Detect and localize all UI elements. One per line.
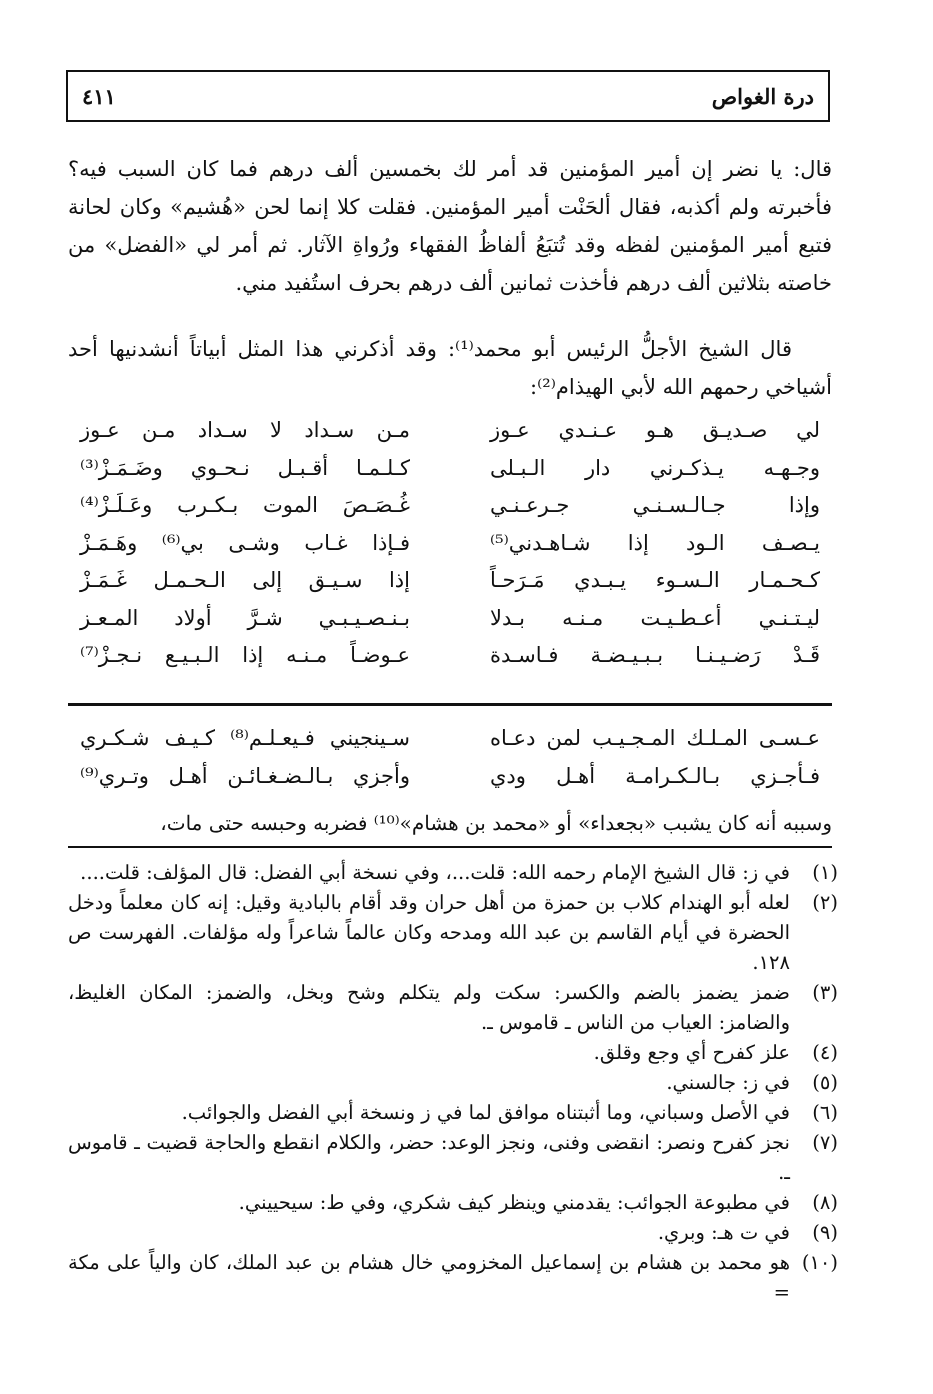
verse-row <box>80 456 820 494</box>
hemistich-right: وإذا جـالـسـنـي جـرعـنـي <box>490 493 820 517</box>
verse-row <box>80 493 820 531</box>
hemistich-left: وأجزي بـالـضـغـائـن أهـل وتـري⁽⁹⁾ <box>80 763 410 788</box>
footnote-text: لعله أبو الهندام كلاب بن حمزة من أهل حران وقد أقام بالبادية وقيل: إنه كان معلماً ودخل الحضرة في أيام القاسم بن عبد الله ومدحه وكان عالماً شاعراً وله مؤلفات. الفهرست ص ١٢٨. <box>68 891 790 974</box>
footnote-number: (٩) <box>812 1221 838 1244</box>
footnote-number: (٢) <box>812 891 838 914</box>
hemistich-left: كـلـمـا أقـبـل نـحـوي وضَـمَـزْ⁽³⁾ <box>80 455 410 480</box>
footnote-text: هو محمد بن هشام بن إسماعيل المخزومي خال هشام بن عبد الملك، كان والياً على مكة = <box>68 1251 790 1304</box>
footnote-number: (٨) <box>812 1191 838 1214</box>
footnote <box>68 858 838 888</box>
hemistich-right: قَـدْ رَضـيـنـا بـبـيـضـة فـاسـدة <box>490 643 820 667</box>
footnote <box>68 1038 838 1068</box>
hemistich-left: مـن سـداد لا سـداد مـن عـوز <box>80 418 410 442</box>
footnote <box>68 1128 838 1188</box>
page-number: ٤١١ <box>82 84 116 109</box>
verse-row <box>80 531 820 569</box>
footnote <box>68 888 838 978</box>
footnote-text: في ز: جالسني. <box>666 1071 790 1094</box>
footnote-number: (١) <box>812 861 838 884</box>
poem-block <box>80 418 820 681</box>
hemistich-right: لي صـديـق هـو عـنـدي عـوز <box>490 418 820 442</box>
footnote-number: (٦) <box>812 1101 838 1124</box>
verse-row <box>80 643 820 681</box>
footnote <box>68 1218 838 1248</box>
hemistich-left: فـإذا غـاب وشـى بي⁽⁶⁾ وهَـمَـزْ <box>80 530 410 555</box>
footnote-divider <box>68 846 832 848</box>
footnote <box>68 1098 838 1128</box>
hemistich-left: بـنـصـيـبـي شـرَّ أولاد المـعـز <box>80 605 410 630</box>
hemistich-left: سـينجيني فـيعـلـم⁽⁸⁾ كـيـف شـكـري <box>80 726 410 750</box>
hemistich-left: غُـصَـصَ الموت بـكـرب وعَـلَـزْ⁽⁴⁾ <box>80 493 410 517</box>
footnote <box>68 1068 838 1098</box>
paragraph-1: قال: يا نضر إن أمير المؤمنين قد أمر لك بخمسين ألف درهم فما كان السبب فيه؟ فأخبرته ولم أكذبه، فقال ألحَنْت أمير المؤمنين. فقلت كلا إنما لحن «هُشيم» وكان لحانة فتبع أمير المؤمنين لفظه وقد تُتبَعُ ألفاظُ الفقهاء ورُواةِ الآثار. ثم أمر لي «الفضل» من خاصته بثلاثين ألف درهم فأخذت ثمانين ألف درهم بحرف استُفيد مني. <box>68 157 832 295</box>
footnote-text: في الأصل وسباني، وما أثبتناه موافق لما في ز ونسخة أبي الفضل والجوائب. <box>181 1101 790 1124</box>
footnote-number: (٥) <box>812 1071 838 1094</box>
footnote-number: (٣) <box>812 981 838 1004</box>
verse-row <box>80 568 820 606</box>
footnote <box>68 978 838 1038</box>
footnotes <box>68 858 838 1308</box>
verse-row <box>80 764 820 802</box>
hemistich-left: إذا سـيـق إلى الـحـمـل غَـمَـزْ <box>80 568 410 592</box>
hemistich-right: يـصـف الـود إذا شـاهـدني⁽⁵⁾ <box>490 530 820 555</box>
hemistich-right: فـأجـزي بـالـكـرامـة أهـل ودي <box>490 763 820 788</box>
footnote-text: في ز: قال الشيخ الإمام رحمه الله: قلت...، وفي نسخة أبي الفضل: قال المؤلف: قلت.... <box>80 861 790 884</box>
footnote <box>68 1188 838 1218</box>
verse-row <box>80 726 820 764</box>
footnote-number: (٧) <box>812 1131 838 1154</box>
closing-line: وسببه أنه كان يشبب «بجعداء» أو «محمد بن هشام»⁽¹⁰⁾ فضربه وحبسه حتى مات، <box>160 811 832 835</box>
hemistich-right: عـسـى المـلـك المـجـيـب لمن دعـاه <box>490 726 820 750</box>
footnote-text: نجز كفرح ونصر: انقضى وفنى، ونجز الوعد: حضر، والكلام انقطع والحاجة قضيت ـ قاموس ـ. <box>68 1131 790 1184</box>
running-title: درة الغواص <box>711 84 814 109</box>
footnote-text: في مطبوعة الجوائب: يقدمني وينظر كيف شكري، وفي ط: سيحييني. <box>238 1191 790 1214</box>
poem-block-2 <box>80 726 820 801</box>
footnote-number: (٤) <box>812 1041 838 1064</box>
hemistich-right: وجـهـه يـذكـرني دار الـبـلى <box>490 455 820 480</box>
body-text-2 <box>68 330 832 406</box>
footnote <box>68 1248 838 1308</box>
footnote-text: ضمز يضمز بالضم والكسر: سكت ولم يتكلم وشح وبخل، والضمز: المكان الغليظ، والضامز: العياب من الناس ـ قاموس ـ. <box>68 981 790 1034</box>
verse-row <box>80 606 820 644</box>
footnote-text: علز كفرح أي وجع وقلق. <box>593 1041 790 1064</box>
verse-row <box>80 418 820 456</box>
hemistich-left: عـوضـاً مـنـه إذا الـبـيـع نـجـزْ⁽⁷⁾ <box>80 643 410 667</box>
footnote-number: (١٠) <box>801 1251 838 1274</box>
hemistich-right: كـحـمـار الـسـوء يـبـدي مَـرَحـاً <box>490 568 820 592</box>
page-header <box>66 70 830 122</box>
paragraph-2: قال الشيخ الأجلُّ الرئيس أبو محمد⁽¹⁾: وقد أذكرني هذا المثل أبياتاً أنشدنيها أحد أشياخي رحمهم الله لأبي الهيذام⁽²⁾: <box>68 337 832 399</box>
section-divider <box>68 703 832 706</box>
hemistich-right: ليـتـنـي أعـطـيـت مـنـه بـدلا <box>490 605 820 630</box>
footnote-text: في ت هـ: وبري. <box>657 1221 790 1244</box>
body-text <box>68 150 832 302</box>
closing-text <box>68 804 832 842</box>
